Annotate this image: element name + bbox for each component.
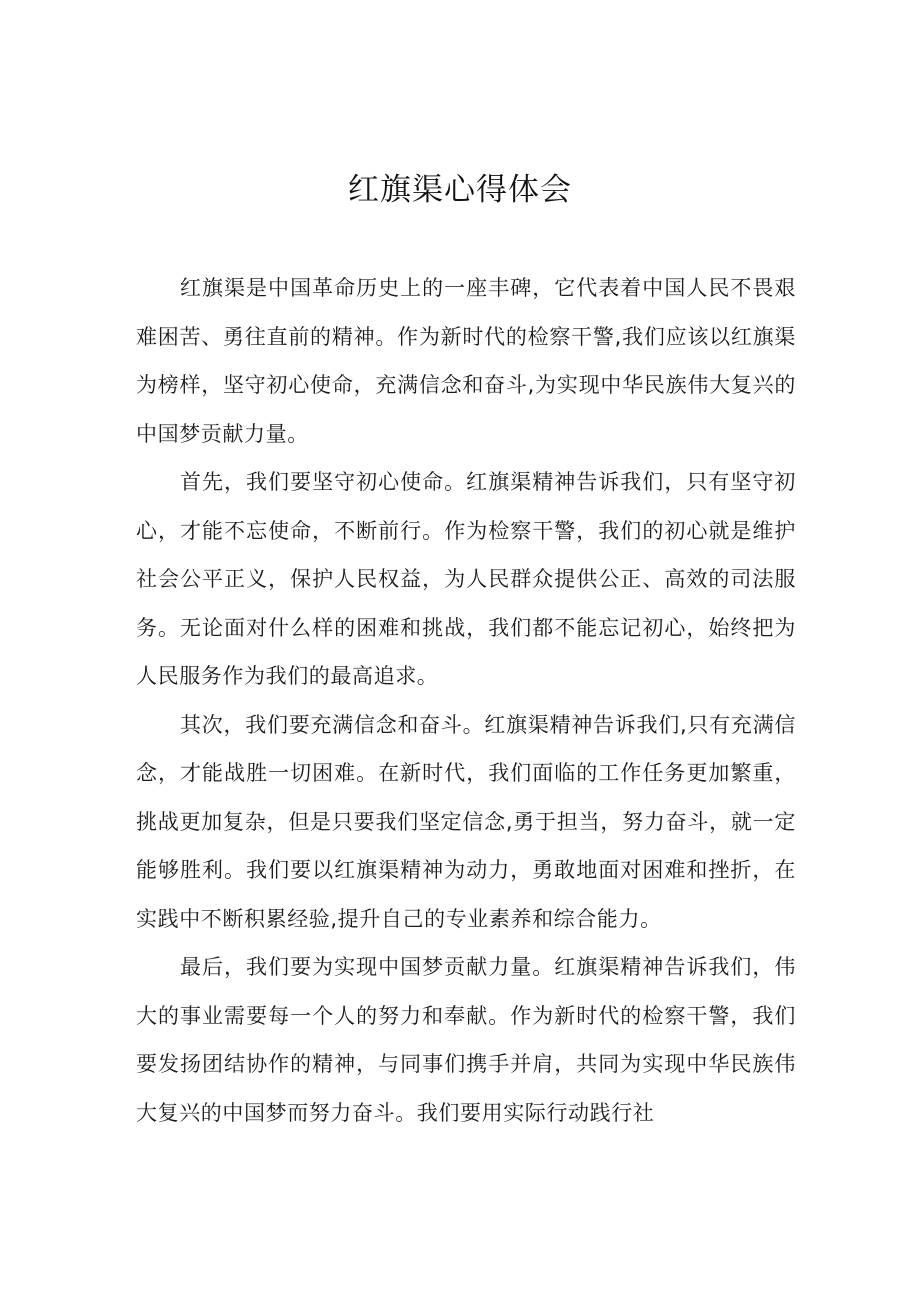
paragraph-second-point: 其次，我们要充满信念和奋斗。红旗渠精神告诉我们,只有充满信念，才能战胜一切困难。在新时代，我们面临的工作任务更加繁重，挑战更加复杂，但是只要我们坚定信念,勇于担当，努力奋斗，就一定能够胜利。我们要以红旗渠精神为动力，勇敢地面对困难和挫折，在实践中不断积累经验,提升自己的专业素养和综合能力。 (136, 712, 796, 931)
document-title: 红旗渠心得体会 (348, 172, 572, 208)
document-body (136, 264, 796, 1137)
paragraph-first-point: 首先，我们要坚守初心使命。红旗渠精神告诉我们，只有坚守初心，才能不忘使命，不断前行。作为检察干警，我们的初心就是维护社会公平正义，保护人民权益，为人民群众提供公正、高效的司法服务。无论面对什么样的困难和挑战，我们都不能忘记初心，始终把为人民服务作为我们的最高追求。 (136, 470, 796, 688)
paragraph-final-point: 最后，我们要为实现中国梦贡献力量。红旗渠精神告诉我们，伟大的事业需要每一个人的努力和奉献。作为新时代的检察干警，我们要发扬团结协作的精神，与同事们携手并肩，共同为实现中华民族伟大复兴的中国梦而努力奋斗。我们要用实际行动践行社 (136, 955, 796, 1125)
paragraph-intro: 红旗渠是中国革命历史上的一座丰碑，它代表着中国人民不畏艰难困苦、勇往直前的精神。作为新时代的检察干警,我们应该以红旗渠为榜样，坚守初心使命，充满信念和奋斗,为实现中华民族伟大复兴的中国梦贡献力量。 (136, 276, 796, 446)
